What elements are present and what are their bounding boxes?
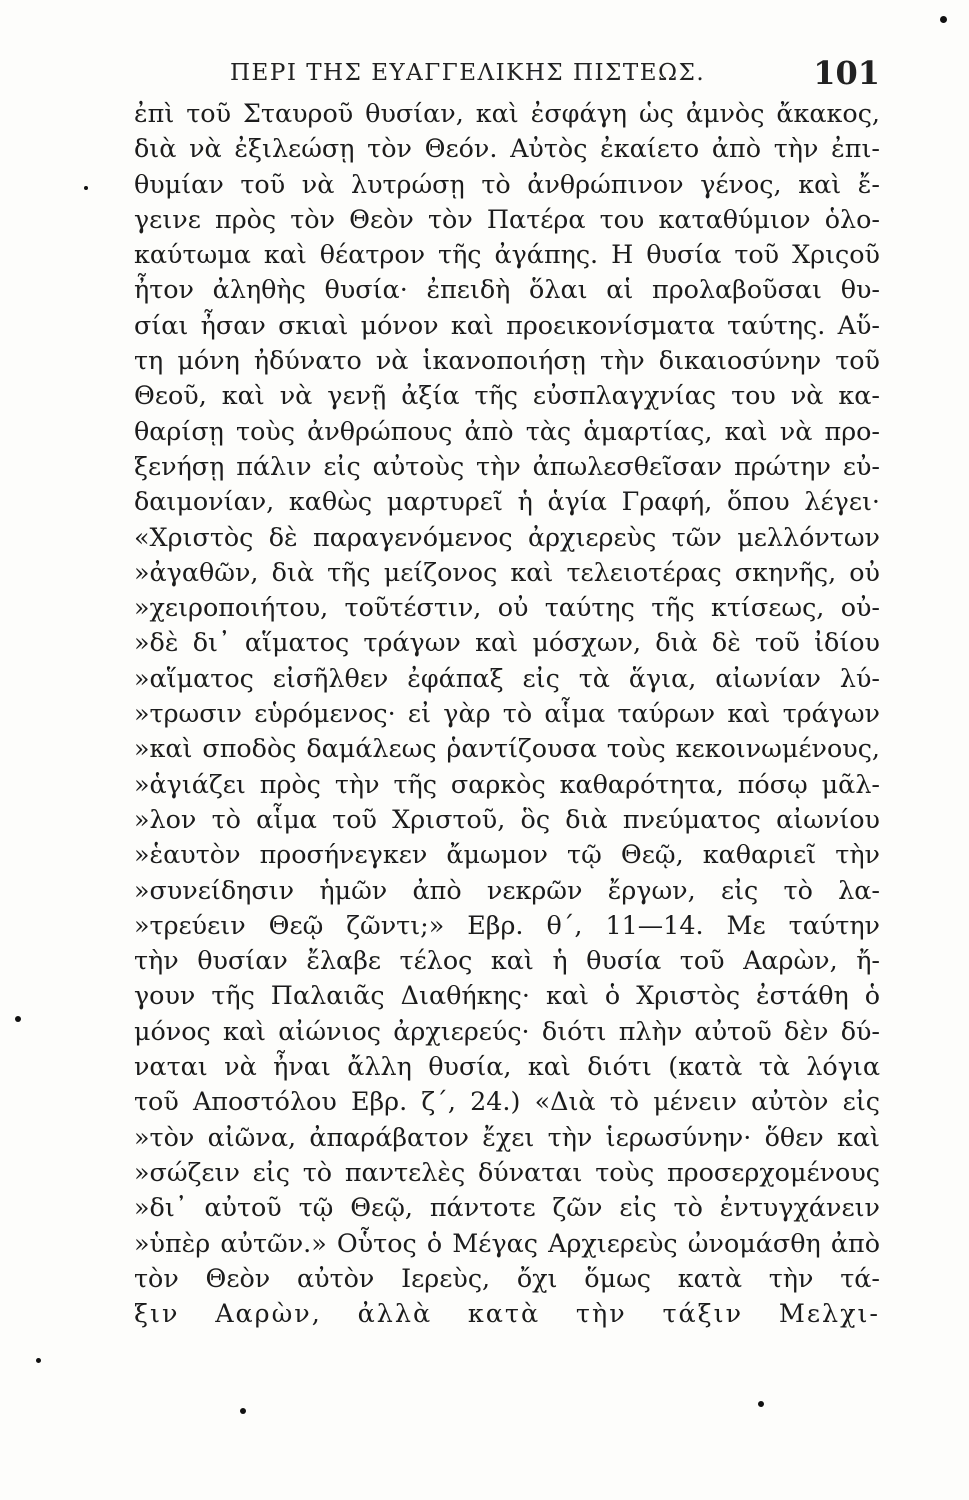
scan-speck [758, 1401, 764, 1407]
text-line: Θεοῦ, καὶ νὰ γενῇ ἀξία τῆς εὐσπλαγχνίας του νὰ κα- [134, 380, 880, 411]
text-line: θυμίαν τοῦ νὰ λυτρώσῃ τὸ ἀνθρώπινον γένος, καὶ ἔ- [134, 168, 880, 199]
text-line: »σώζειν εἰς τὸ παντελὲς δύναται τοὺς προσερχομένους [134, 1156, 880, 1187]
text-line: »τρωσιν εὑρόμενος· εἰ γὰρ τὸ αἷμα ταύρων καὶ τράγων [134, 698, 880, 729]
text-line: σίαι ἦσαν σκιαὶ μόνον καὶ προεικονίσματα ταύτης. Αὕ- [134, 309, 880, 340]
text-line: ξιν Ααρὼν, ἀλλὰ κατὰ τὴν τάξιν Μελχι- [134, 1298, 880, 1329]
text-line: «Χριστὸς δὲ παραγενόμενος ἀρχιερεὺς τῶν μελλόντων [134, 521, 880, 552]
page-number: 101 [813, 54, 880, 92]
text-line: μόνος καὶ αἰώνιος ἀρχιερεύς· διότι πλὴν αὐτοῦ δὲν δύ- [134, 1015, 880, 1046]
text-line: δαιμονίαν, καθὼς μαρτυρεῖ ἡ ἁγία Γραφή, ὅπου λέγει· [134, 486, 880, 517]
scan-speck [15, 1016, 21, 1022]
text-line: »ἑαυτὸν προσήνεγκεν ἄμωμον τῷ Θεῷ, καθαριεῖ τὴν [134, 839, 880, 870]
text-line: »καὶ σποδὸς δαμάλεως ῥαντίζουσα τοὺς κεκοινωμένους, [134, 733, 880, 764]
text-line: »ἁγιάζει πρὸς τὴν τῆς σαρκὸς καθαρότητα, πόσῳ μᾶλ- [134, 768, 880, 799]
scan-speck [84, 186, 88, 190]
scan-speck [240, 1408, 246, 1414]
text-line: »ἀγαθῶν, διὰ τῆς μείζονος καὶ τελειοτέρας σκηνῆς, οὐ [134, 556, 880, 587]
text-line: »τὸν αἰῶνα, ἀπαράβατον ἔχει τὴν ἱερωσύνην· ὅθεν καὶ [134, 1121, 880, 1152]
text-line: »δὲ δι᾽ αἵματος τράγων καὶ μόσχων, διὰ δὲ τοῦ ἰδίου [134, 627, 880, 658]
text-line: »συνείδησιν ἡμῶν ἀπὸ νεκρῶν ἔργων, εἰς τὸ λα- [134, 874, 880, 905]
text-line: »αἵματος εἰσῆλθεν ἐφάπαξ εἰς τὰ ἅγια, αἰωνίαν λύ- [134, 662, 880, 693]
text-line: ἐπὶ τοῦ Σταυροῦ θυσίαν, καὶ ἐσφάγη ὡς ἀμνὸς ἄκακος, [134, 98, 880, 128]
running-head [134, 56, 880, 96]
text-line: τὴν θυσίαν ἔλαβε τέλος καὶ ἡ θυσία τοῦ Ααρὼν, ἤ- [134, 945, 880, 976]
text-line: »τρεύειν Θεῷ ζῶντι;» Εβρ. θ΄, 11—14. Με ταύτην [134, 909, 880, 940]
body-text [134, 96, 880, 1331]
text-line: »δι᾽ αὐτοῦ τῷ Θεῷ, πάντοτε ζῶν εἰς τὸ ἐντυγχάνειν [134, 1192, 880, 1223]
running-title: ΠΕΡΙ ΤΗΣ ΕΥΑΓΓΕΛΙΚΗΣ ΠΙΣΤΕΩΣ. [230, 60, 706, 86]
text-line: »χειροποιήτου, τοῦτέστιν, οὐ ταύτης τῆς κτίσεως, οὐ- [134, 592, 880, 623]
text-line: ἦτον ἀληθὴς θυσία· ἐπειδὴ ὅλαι αἱ προλαβοῦσαι θυ- [134, 274, 880, 305]
text-line: »ὑπὲρ αὐτῶν.» Οὗτος ὁ Μέγας Αρχιερεὺς ὠνομάσθη ἀπὸ [134, 1227, 880, 1258]
text-line: καύτωμα καὶ θέατρον τῆς ἀγάπης. Η θυσία τοῦ Χριςοῦ [134, 239, 880, 270]
text-line: γουν τῆς Παλαιᾶς Διαθήκης· καὶ ὁ Χριστὸς ἐστάθη ὁ [134, 980, 880, 1011]
text-line: ξενήσῃ πάλιν εἰς αὐτοὺς τὴν ἀπωλεσθεῖσαν πρώτην εὐ- [134, 450, 880, 481]
scan-speck [940, 16, 947, 23]
text-line: ναται νὰ ἦναι ἄλλη θυσία, καὶ διότι (κατὰ τὰ λόγια [134, 1051, 880, 1082]
text-line: τη μόνη ἠδύνατο νὰ ἱκανοποιήσῃ τὴν δικαιοσύνην τοῦ [134, 345, 880, 376]
text-line: γεινε πρὸς τὸν Θεὸν τὸν Πατέρα του καταθύμιον ὁλο- [134, 203, 880, 234]
text-line: τὸν Θεὸν αὐτὸν Ιερεὺς, ὄχι ὅμως κατὰ τὴν τά- [134, 1262, 880, 1293]
text-line: »λον τὸ αἷμα τοῦ Χριστοῦ, ὃς διὰ πνεύματος αἰωνίου [134, 803, 880, 834]
text-line: διὰ νὰ ἐξιλεώσῃ τὸν Θεόν. Αὐτὸς ἐκαίετο ἀπὸ τὴν ἐπι- [134, 133, 880, 164]
text-line: τοῦ Αποστόλου Εβρ. ζ΄, 24.) «Διὰ τὸ μένειν αὐτὸν εἰς [134, 1086, 880, 1117]
text-line: θαρίσῃ τοὺς ἀνθρώπους ἀπὸ τὰς ἁμαρτίας, καὶ νὰ προ- [134, 415, 880, 446]
scan-speck [36, 1358, 41, 1363]
